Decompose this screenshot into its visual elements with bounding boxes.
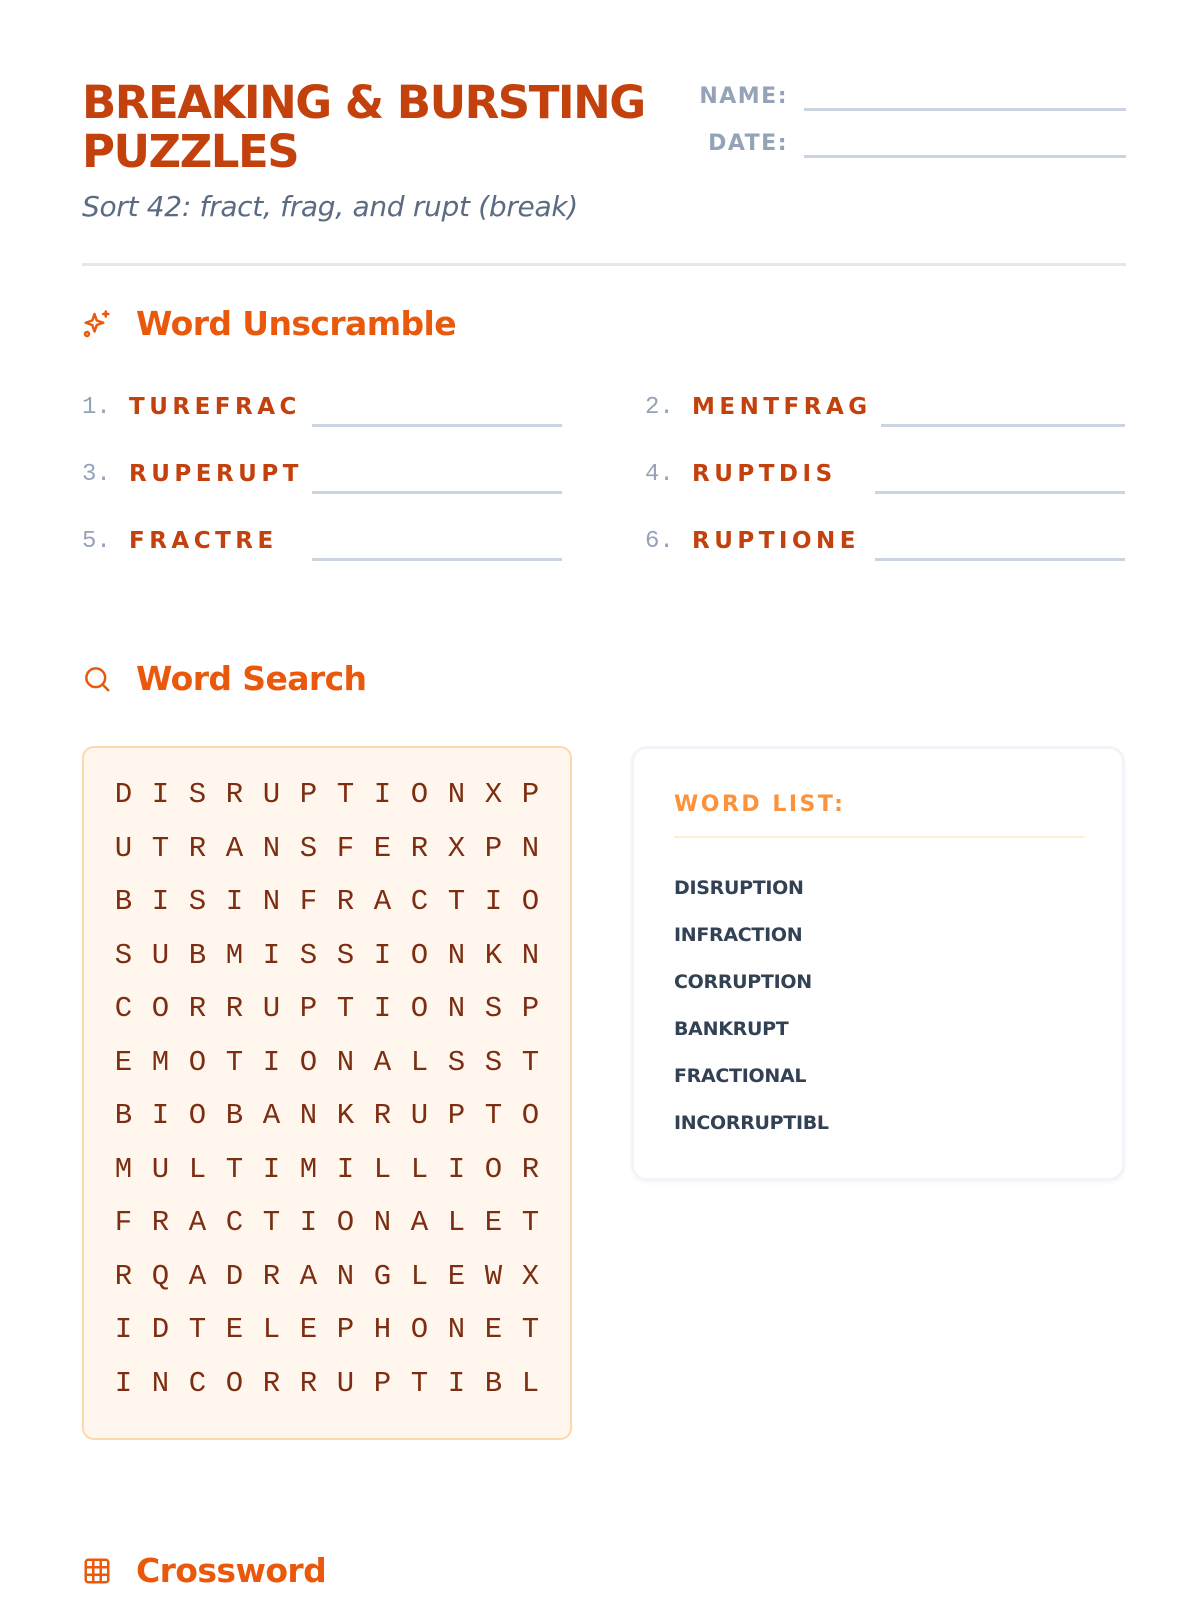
grid-letter[interactable]: U (336, 1366, 355, 1400)
word-list (674, 877, 829, 1159)
grid-letter[interactable]: A (373, 1045, 392, 1079)
grid-letter[interactable]: I (225, 885, 244, 919)
grid-letter[interactable]: T (447, 885, 466, 919)
grid-letter[interactable]: T (262, 1206, 281, 1240)
date-field (690, 131, 1126, 156)
grid-letter[interactable]: N (151, 1366, 170, 1400)
grid-letter[interactable]: I (373, 992, 392, 1026)
grid-letter[interactable]: O (336, 1206, 355, 1240)
grid-letter[interactable]: I (373, 938, 392, 972)
grid-letter[interactable]: L (410, 1045, 429, 1079)
grid-letter[interactable]: I (151, 885, 170, 919)
word-list-item: INFRACTION (674, 924, 803, 946)
grid-letter[interactable]: U (262, 992, 281, 1026)
grid-letter[interactable]: A (188, 1259, 207, 1293)
grid-row (105, 1036, 549, 1090)
item-number: 4. (645, 461, 674, 488)
crossword-section-header (82, 1551, 326, 1590)
grid-letter[interactable]: B (484, 1366, 503, 1400)
grid-row (105, 822, 549, 876)
grid-letter[interactable]: B (225, 1099, 244, 1133)
grid-letter[interactable]: P (484, 831, 503, 865)
grid-letter[interactable]: G (373, 1259, 392, 1293)
grid-letter[interactable]: I (373, 778, 392, 812)
grid-letter[interactable]: T (336, 992, 355, 1026)
unscramble-item (82, 392, 562, 432)
grid-row (105, 1196, 549, 1250)
grid-letter[interactable]: I (484, 885, 503, 919)
answer-line[interactable] (875, 491, 1125, 494)
grid-letter[interactable]: R (336, 885, 355, 919)
grid-letter[interactable]: T (151, 831, 170, 865)
grid-letter[interactable]: T (521, 1206, 540, 1240)
answer-line[interactable] (312, 491, 562, 494)
grid-letter[interactable]: S (336, 938, 355, 972)
grid-row (105, 875, 549, 929)
grid-letter[interactable]: C (225, 1206, 244, 1240)
unscramble-title: Word Unscramble (136, 304, 457, 343)
unscramble-item (645, 392, 1145, 432)
search-icon (82, 664, 112, 694)
item-number: 5. (82, 528, 111, 555)
grid-letter[interactable]: I (151, 778, 170, 812)
grid-letter[interactable]: I (262, 1045, 281, 1079)
grid-letter[interactable]: A (188, 1206, 207, 1240)
grid-letter[interactable]: N (447, 938, 466, 972)
item-number: 1. (82, 394, 111, 421)
grid-letter[interactable]: X (447, 831, 466, 865)
grid-letter[interactable]: B (114, 885, 133, 919)
page-subtitle: Sort 42: fract, frag, and rupt (break) (82, 190, 578, 223)
word-list-item: DISRUPTION (674, 877, 804, 899)
grid-row (105, 1250, 549, 1304)
grid-letter[interactable]: R (188, 992, 207, 1026)
grid-letter[interactable]: O (521, 1099, 540, 1133)
name-input-line[interactable] (804, 108, 1126, 111)
word-list-item: INCORRUPTIBL (674, 1112, 829, 1134)
grid-letter[interactable]: I (447, 1152, 466, 1186)
grid-letter[interactable]: U (410, 1099, 429, 1133)
grid-row (105, 1143, 549, 1197)
grid-letter[interactable]: L (262, 1313, 281, 1347)
grid-letter[interactable]: E (225, 1313, 244, 1347)
grid-letter[interactable]: L (188, 1152, 207, 1186)
grid-letter[interactable]: T (484, 1099, 503, 1133)
unscramble-item (645, 459, 1125, 499)
grid-row (105, 982, 549, 1036)
grid-letter[interactable]: W (484, 1259, 503, 1293)
grid-letter[interactable]: N (521, 831, 540, 865)
sparkles-icon (82, 309, 112, 339)
grid-letter[interactable]: K (336, 1099, 355, 1133)
grid-row (105, 768, 549, 822)
name-field (690, 84, 1126, 109)
grid-letter[interactable]: F (336, 831, 355, 865)
word-list-panel (631, 746, 1125, 1181)
unscramble-item (82, 526, 562, 566)
grid-letter[interactable]: N (373, 1206, 392, 1240)
grid-letter[interactable]: S (188, 885, 207, 919)
grid-letter[interactable]: O (299, 1045, 318, 1079)
grid-letter[interactable]: D (225, 1259, 244, 1293)
grid-letter[interactable]: R (225, 992, 244, 1026)
word-search-title: Word Search (136, 659, 367, 698)
word-list-item: CORRUPTION (674, 971, 812, 993)
grid-letter[interactable]: A (262, 1099, 281, 1133)
grid-letter[interactable]: F (114, 1206, 133, 1240)
scrambled-word: MENTFRAG (692, 394, 872, 420)
word-list-title: WORD LIST: (674, 792, 846, 817)
grid-letter[interactable]: P (336, 1313, 355, 1347)
word-search-section-header (82, 659, 366, 698)
grid-row (105, 1303, 549, 1357)
grid-letter[interactable]: X (484, 778, 503, 812)
answer-line[interactable] (312, 558, 562, 561)
grid-letter[interactable]: A (299, 1259, 318, 1293)
worksheet-header (82, 78, 1126, 266)
grid-letter[interactable]: X (521, 1259, 540, 1293)
grid-letter[interactable]: O (410, 992, 429, 1026)
grid-letter[interactable]: C (188, 1366, 207, 1400)
grid-letter[interactable]: L (447, 1206, 466, 1240)
grid-letter[interactable]: R (262, 1366, 281, 1400)
grid-letter[interactable]: M (299, 1152, 318, 1186)
word-list-item: BANKRUPT (674, 1018, 789, 1040)
grid-letter[interactable]: S (484, 992, 503, 1026)
grid-letter[interactable]: I (262, 1152, 281, 1186)
grid-letter[interactable]: I (114, 1366, 133, 1400)
unscramble-item (82, 459, 562, 499)
grid-letter[interactable]: E (114, 1045, 133, 1079)
grid-letter[interactable]: T (188, 1313, 207, 1347)
grid-letter[interactable]: T (410, 1366, 429, 1400)
grid-letter[interactable]: B (188, 938, 207, 972)
grid-letter[interactable]: L (410, 1259, 429, 1293)
grid-letter[interactable]: D (151, 1313, 170, 1347)
grid-letter[interactable]: A (225, 831, 244, 865)
grid-letter[interactable]: T (336, 778, 355, 812)
grid-letter[interactable]: N (336, 1045, 355, 1079)
letter-grid (105, 768, 549, 1410)
grid-letter[interactable]: L (373, 1152, 392, 1186)
grid-letter[interactable]: E (299, 1313, 318, 1347)
grid-letter[interactable]: L (521, 1366, 540, 1400)
grid-letter[interactable]: R (151, 1206, 170, 1240)
grid-letter[interactable]: N (447, 992, 466, 1026)
grid-letter[interactable]: O (225, 1366, 244, 1400)
grid-letter[interactable]: C (410, 885, 429, 919)
item-number: 3. (82, 461, 111, 488)
date-input-line[interactable] (804, 155, 1126, 158)
word-list-item: FRACTIONAL (674, 1065, 807, 1087)
grid-letter[interactable]: U (114, 831, 133, 865)
answer-line[interactable] (875, 558, 1125, 561)
grid-letter[interactable]: P (299, 992, 318, 1026)
item-number: 2. (645, 394, 674, 421)
scrambled-word: TUREFRAC (129, 394, 301, 420)
grid-letter[interactable]: R (225, 778, 244, 812)
grid-letter[interactable]: N (299, 1099, 318, 1133)
grid-letter[interactable]: O (410, 1313, 429, 1347)
grid-letter[interactable]: E (447, 1259, 466, 1293)
name-label: NAME: (699, 84, 788, 109)
grid-letter[interactable]: S (299, 938, 318, 972)
scrambled-word: FRACTRE (129, 528, 278, 554)
grid-letter[interactable]: R (299, 1366, 318, 1400)
date-label: DATE: (708, 131, 788, 156)
grid-letter[interactable]: I (151, 1099, 170, 1133)
scrambled-word: RUPTIONE (692, 528, 861, 554)
grid-letter[interactable]: P (447, 1099, 466, 1133)
grid-letter[interactable]: S (447, 1045, 466, 1079)
grid-letter[interactable]: P (373, 1366, 392, 1400)
grid-letter[interactable]: K (484, 938, 503, 972)
scrambled-word: RUPERUPT (129, 461, 303, 487)
grid-letter[interactable]: U (151, 938, 170, 972)
grid-letter[interactable]: C (114, 992, 133, 1026)
grid-letter[interactable]: L (410, 1152, 429, 1186)
unscramble-section-header (82, 304, 456, 343)
unscramble-item (645, 526, 1125, 566)
grid-letter[interactable]: N (447, 1313, 466, 1347)
grid-letter[interactable]: A (373, 885, 392, 919)
crossword-title: Crossword (136, 1551, 327, 1590)
worksheet-page (82, 0, 1126, 1600)
grid-letter[interactable]: E (484, 1206, 503, 1240)
grid-letter[interactable]: O (484, 1152, 503, 1186)
grid-letter[interactable]: N (262, 885, 281, 919)
grid-letter[interactable]: R (373, 1099, 392, 1133)
grid-letter[interactable]: P (521, 778, 540, 812)
grid-letter[interactable]: T (225, 1152, 244, 1186)
grid-letter[interactable]: E (484, 1313, 503, 1347)
grid-letter[interactable]: N (447, 778, 466, 812)
grid-letter[interactable]: R (521, 1152, 540, 1186)
grid-letter[interactable]: D (114, 778, 133, 812)
grid-letter[interactable]: R (262, 1259, 281, 1293)
grid-letter[interactable]: N (521, 938, 540, 972)
grid-letter[interactable]: S (299, 831, 318, 865)
grid-row (105, 1089, 549, 1143)
word-search-grid (82, 746, 572, 1440)
grid-letter[interactable]: P (299, 778, 318, 812)
grid-letter[interactable]: N (262, 831, 281, 865)
page-title: BREAKING & BURSTING PUZZLES (82, 76, 645, 178)
grid-letter[interactable]: O (410, 938, 429, 972)
grid-letter[interactable]: M (151, 1045, 170, 1079)
grid-letter[interactable]: R (114, 1259, 133, 1293)
grid-row (105, 1357, 549, 1411)
grid-letter[interactable]: I (447, 1366, 466, 1400)
grid-letter[interactable]: S (188, 778, 207, 812)
grid-letter[interactable]: M (114, 1152, 133, 1186)
grid-letter[interactable]: T (521, 1045, 540, 1079)
grid-letter[interactable]: P (521, 992, 540, 1026)
grid-letter[interactable]: R (188, 831, 207, 865)
grid-letter[interactable]: O (188, 1045, 207, 1079)
word-list-divider (674, 836, 1084, 838)
grid-letter[interactable]: U (262, 778, 281, 812)
grid-row (105, 929, 549, 983)
grid-letter[interactable]: O (188, 1099, 207, 1133)
grid-letter[interactable]: I (114, 1313, 133, 1347)
grid-letter[interactable]: E (373, 831, 392, 865)
grid-letter[interactable]: H (373, 1313, 392, 1347)
grid-letter[interactable]: N (336, 1259, 355, 1293)
grid-letter[interactable]: T (225, 1045, 244, 1079)
grid-letter[interactable]: S (114, 938, 133, 972)
grid-letter[interactable]: I (336, 1152, 355, 1186)
grid-letter[interactable]: S (484, 1045, 503, 1079)
scrambled-word: RUPTDIS (692, 461, 837, 487)
answer-line[interactable] (312, 424, 562, 427)
grid-letter[interactable]: A (410, 1206, 429, 1240)
item-number: 6. (645, 528, 674, 555)
grid-letter[interactable]: T (521, 1313, 540, 1347)
grid-letter[interactable]: M (225, 938, 244, 972)
grid-letter[interactable]: O (151, 992, 170, 1026)
grid-letter[interactable]: B (114, 1099, 133, 1133)
answer-line[interactable] (881, 424, 1125, 427)
grid-letter[interactable]: I (299, 1206, 318, 1240)
grid-letter[interactable]: U (151, 1152, 170, 1186)
grid-letter[interactable]: I (262, 938, 281, 972)
grid-letter[interactable]: F (299, 885, 318, 919)
grid-letter[interactable]: O (521, 885, 540, 919)
grid-letter[interactable]: R (410, 831, 429, 865)
grid-icon (82, 1556, 112, 1586)
grid-letter[interactable]: Q (151, 1259, 170, 1293)
grid-letter[interactable]: O (410, 778, 429, 812)
